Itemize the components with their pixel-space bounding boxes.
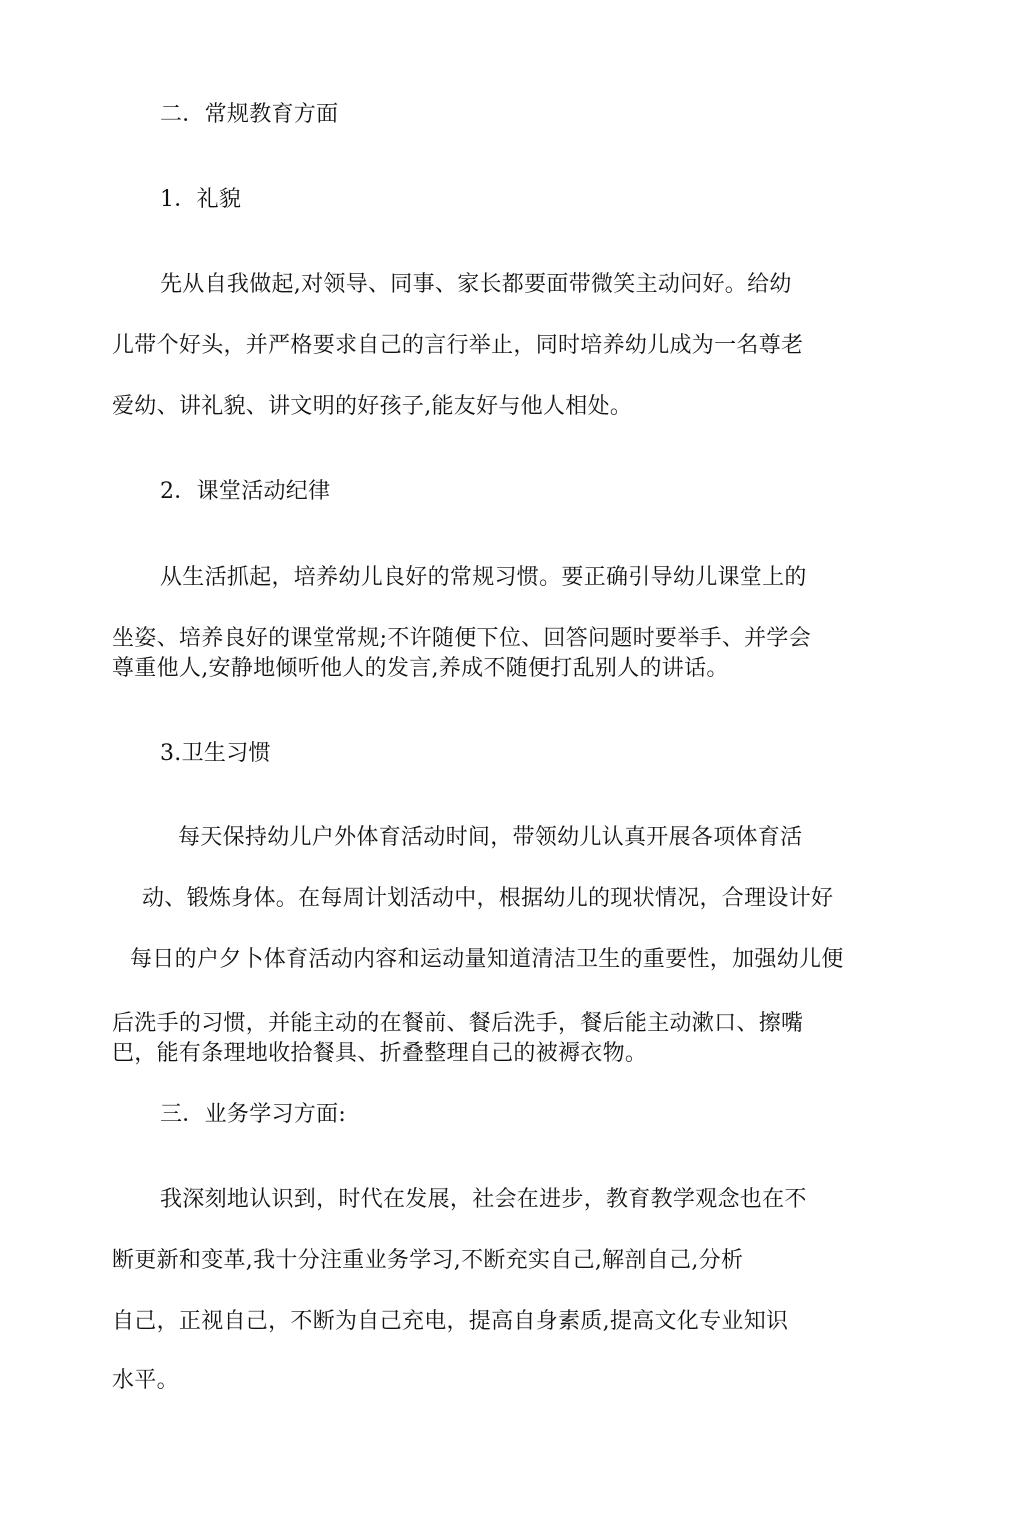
paragraph-line: 后洗手的习惯，并能主动的在餐前、餐后洗手，餐后能主动漱口、擦嘴 bbox=[112, 1011, 804, 1036]
paragraph-line: 每天保持幼儿户外体育活动时间，带领幼儿认真开展各项体育活 bbox=[178, 825, 803, 850]
paragraph-line: 尊重他人,安静地倾听他人的发言,养成不随便打乱别人的讲话。 bbox=[112, 656, 729, 681]
paragraph-line: 水平。 bbox=[112, 1368, 179, 1393]
paragraph-line: 坐姿、培养良好的课堂常规;不许随便下位、回答问题时要举手、并学会 bbox=[112, 626, 812, 651]
paragraph-line: 动、锻炼身体。在每周计划活动中，根据幼儿的现状情况，合理设计好 bbox=[142, 886, 834, 911]
item-1-heading: 1．礼貌 bbox=[160, 187, 242, 212]
paragraph-line: 从生活抓起，培养幼儿良好的常规习惯。要正确引导幼儿课堂上的 bbox=[160, 565, 807, 590]
item-3-heading: 3.卫生习惯 bbox=[160, 741, 271, 766]
paragraph-line: 先从自我做起,对领导、同事、家长都要面带微笑主动问好。给幼 bbox=[160, 272, 792, 297]
paragraph-line: 我深刻地认识到，时代在发展，社会在进步，教育教学观念也在不 bbox=[160, 1187, 807, 1212]
item-2-heading: 2．课堂活动纪律 bbox=[160, 479, 331, 504]
section-2-title: 二．常规教育方面 bbox=[160, 102, 339, 127]
paragraph-line: 巴，能有条理地收拾餐具、折叠整理自己的被褥衣物。 bbox=[112, 1041, 648, 1066]
paragraph-line: 断更新和变革,我十分注重业务学习,不断充实自己,解剖自己,分析 bbox=[112, 1248, 744, 1273]
paragraph-line: 每日的户夕卜体育活动内容和运动量知道清洁卫生的重要性，加强幼儿便 bbox=[130, 947, 844, 972]
paragraph-line: 爱幼、讲礼貌、讲文明的好孩子,能友好与他人相处。 bbox=[112, 394, 633, 419]
paragraph-line: 儿带个好头，并严格要求自己的言行举止，同时培养幼儿成为一名尊老 bbox=[112, 333, 804, 358]
section-3-title: 三．业务学习方面: bbox=[160, 1102, 347, 1127]
paragraph-line: 自己，正视自己，不断为自己充电，提高自身素质,提高文化专业知识 bbox=[112, 1309, 789, 1334]
